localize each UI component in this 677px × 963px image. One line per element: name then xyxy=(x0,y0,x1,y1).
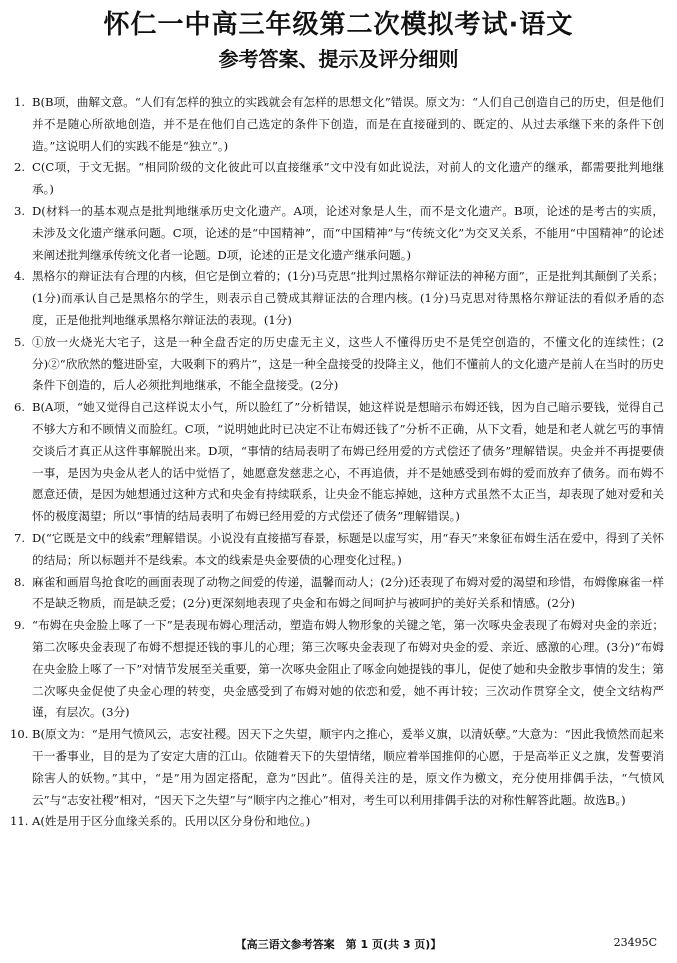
answer-text: 黑格尔的辩证法有合理的内核，但它是倒立着的；(1分)马克思“批判过黑格尔辩证法的神秘方面”，正是批判其颠倒了关系；(1分)而承认自己是黑格尔的学生，则表示自己赞成其辩证法的合理内核。(1分)马克思对待黑格尔辩证法的看似矛盾的态度，正是他批判地继承黑格尔辩证法的表现。(1分) xyxy=(32,269,664,327)
answer-number: 6. xyxy=(14,400,26,415)
answer-item-7 xyxy=(14,528,664,572)
page-title: 怀仁一中高三年级第二次模拟考试·语文 xyxy=(103,10,574,40)
answer-number: 11. xyxy=(10,814,29,829)
answer-item-2 xyxy=(14,157,664,201)
answer-text: 麻雀和画眉鸟抢食吃的画面表现了动物之间爱的传递，温馨而动人；(2分)还表现了布姆对爱的渴望和珍惜，布姆像麻雀一样不是缺乏物质，而是缺乏爱；(2分)更深刻地表现了央金和布姆之间呵护与被呵护的美好关系和情感。(2分) xyxy=(32,574,664,611)
answer-item-3 xyxy=(14,201,664,266)
footer-page-info: 【高三语文参考答案 第 1 页(共 3 页)】 xyxy=(235,938,442,951)
answer-number: 9. xyxy=(14,618,26,633)
answer-text: D(“它既是文中的线索”理解错误。小说没有直接描写春景，标题是以虚写实，用“春天”来象征布姆生活在爱中，得到了关怀的结局；所以标题并不是线索。本文的线索是央金要债的心理变化过程。) xyxy=(32,530,664,567)
answer-item-11 xyxy=(10,811,664,833)
answer-number: 7. xyxy=(14,530,26,545)
answer-text: “布姆在央金脸上啄了一下”是表现布姆心理活动，塑造布姆人物形象的关键之笔，第一次啄央金表现了布姆对央金的亲近；第二次啄央金表现了布姆不想提还钱的事儿的心理；第三次啄央金表现了布姆对央金的爱、亲近、感激的心理。(3分)“布姆在央金脸上啄了一下”对情节发展至关重要，第一次啄央金阻止了啄金向她提钱的事儿，促使了她和央金散步事情的发生；第二次啄央金促使了央金心理的转变，央金感受到了布姆对她的依恋和爱，她不再计较；三次动作贯穿全文，使全文结构严谨，有层次。(3分) xyxy=(32,618,664,720)
answer-item-1 xyxy=(14,92,664,157)
answer-item-10 xyxy=(10,724,664,811)
answer-number: 5. xyxy=(14,334,26,349)
answer-number: 2. xyxy=(14,160,26,175)
answer-number: 3. xyxy=(14,203,26,218)
answer-text: B(B项，曲解文意。“人们有怎样的独立的实践就会有怎样的思想文化”错误。原文为：“人们自己创造自己的历史，但是他们并不是随心所欲地创造，并不是在他们自己选定的条件下创造，而是在直接碰到的、既定的、从过去承继下来的条件下创造。”这说明人们的实践不能是“独立”。) xyxy=(32,95,664,153)
page-footer xyxy=(0,936,677,956)
page-subtitle: 参考答案、提示及评分细则 xyxy=(218,47,459,71)
answer-number: 10. xyxy=(10,727,29,742)
answer-item-9 xyxy=(14,615,664,724)
answer-item-6 xyxy=(14,397,664,528)
answer-text: B(A项，“她又觉得自己这样说太小气，所以脸红了”分析错误，她这样说是想暗示布姆还钱，因为自己暗示要钱，觉得自己不够大方和不顾情义而脸红。C项，“说明她此时已决定不让布姆还钱了”分析不正确，从下文看，她是和老人就乞丐的事情交谈后才真正从这件事解脱出来。D项，“事情的结局表明了布姆已经用爱的方式偿还了债务”理解错误。央金并不再提要债一事，是因为央金从老人的话中觉悟了，她愿意发慈悲之心，不再追债，并不是她感受到布姆的爱而放弃了债务。而布姆不愿意还债，是因为她想通过这种方式和央金有持续联系，让央金不能忘掉她，这种方式虽然不太正当，却表现了她对爱和关怀的极度渴望；所以“事情的结局表明了布姆已经用爱的方式偿还了债务”理解错误。) xyxy=(32,400,664,524)
answer-list xyxy=(10,92,664,833)
answer-text: C(C项，于文无据。“相同阶级的文化彼此可以直接继承”文中没有如此说法，对前人的文化遗产的继承，都需要批判地继承。) xyxy=(32,160,664,197)
answer-number: 8. xyxy=(14,574,26,589)
answer-item-4 xyxy=(14,266,664,331)
answer-item-8 xyxy=(14,572,664,616)
answer-item-5 xyxy=(14,332,664,397)
answer-number: 4. xyxy=(14,269,26,284)
answer-number: 1. xyxy=(14,95,26,109)
answer-text: D(材料一的基本观点是批判地继承历史文化遗产。A项，论述对象是人生，而不是文化遗产。B项，论述的是考古的实质，未涉及文化遗产继承问题。C项，论述的是“中国精神”，而“中国精神”与“传统文化”为交叉关系，不能用“中国精神”的论述来阐述批判继承传统文化者一论题。D项，论述的正是文化遗产继承问题。) xyxy=(32,203,664,262)
answer-text: B(原文为：“是用气愤风云，志安社稷。因天下之失望，顺宇内之推心，爰举义旗，以清妖孽。”大意为：“因此我愤然而起来干一番事业，目的是为了安定大唐的江山。依随着天下的失望情绪，顺应着举国推仰的心愿，于是高举正义之旗，发誓要消除害人的妖物。”其中，“是”用为固定搭配，意为“因此”。值得关注的是，原文作为檄文，充分使用排偶手法，“气愤风云”与“志安社稷”相对，“因天下之失望”与“顺宇内之推心”相对，考生可以利用排偶手法的对称性解答此题。故选B。) xyxy=(32,727,664,807)
answer-text: ①放一火烧光大宅子，这是一种全盘否定的历史虚无主义，这些人不懂得历史不是凭空创造的，不懂文化的连续性；(2分)②“欣欣然的蹩进卧室，大吸剩下的鸦片”，这是一种全盘接受的投降主义，他们不懂前人的文化遗产是前人在当时的历史条件下创造的，后人必须批判地继承，不能全盘接受。(2分) xyxy=(32,334,664,393)
answer-text: A(姓是用于区分血缘关系的。氏用以区分身份和地位。) xyxy=(32,814,311,829)
footer-code: 23495C xyxy=(613,936,657,949)
